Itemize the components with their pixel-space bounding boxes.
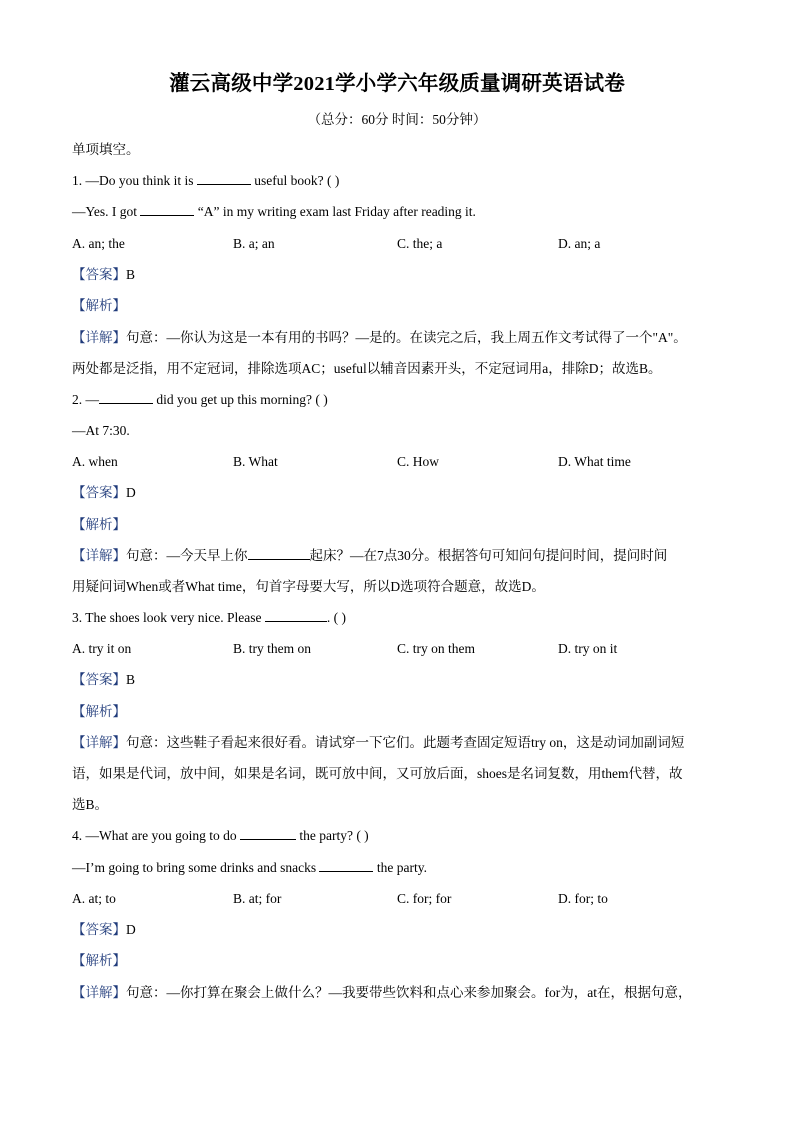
- question-4-line-1: 4. —What are you going to do the party? ( ): [72, 828, 369, 843]
- question-3-option-a: A. try it on: [72, 641, 132, 656]
- question-3-detail-line-3: 选B。: [72, 797, 109, 812]
- question-1-analysis-label: 【解析】: [72, 298, 126, 313]
- answer-blank: [140, 203, 194, 216]
- question-2-detail-line-2: 用疑问词When或者What time，句首字母要大写，所以D选项符合题意，故选D。: [72, 579, 545, 594]
- question-1-option-a: A. an; the: [72, 236, 125, 251]
- page-title: 灌云高级中学2021学小学六年级质量调研英语试卷: [169, 73, 625, 95]
- question-4-analysis-label: 【解析】: [72, 953, 126, 968]
- question-1-option-b: B. a; an: [233, 236, 275, 251]
- question-2-option-c: C. How: [397, 454, 440, 469]
- question-2-analysis-label: 【解析】: [72, 517, 126, 532]
- question-1-detail-line-1: 【详解】句意：—你认为这是一本有用的书吗？—是的。在读完之后，我上周五作文考试得了一个"A"。: [72, 330, 687, 345]
- question-1-option-c: C. the; a: [397, 236, 443, 251]
- answer-blank: [240, 827, 296, 840]
- question-3-option-d: D. try on it: [558, 641, 618, 656]
- question-3-detail-line-2: 语，如果是代词，放中间，如果是名词，既可放中间，又可放后面，shoes是名词复数，用them代替，故: [72, 766, 683, 781]
- answer-blank: [99, 391, 153, 404]
- question-2-option-b: B. What: [233, 454, 278, 469]
- question-4-option-c: C. for; for: [397, 891, 452, 906]
- question-1-line-2: —Yes. I got “A” in my writing exam last Friday after reading it.: [72, 204, 476, 219]
- question-3-line-1: 3. The shoes look very nice. Please . ( ): [72, 610, 346, 625]
- question-4-option-d: D. for; to: [558, 891, 608, 906]
- question-3-option-b: B. try them on: [233, 641, 311, 656]
- question-3-option-c: C. try on them: [397, 641, 475, 656]
- question-4-detail-line-1: 【详解】句意：—你打算在聚会上做什么？—我要带些饮料和点心来参加聚会。for为，at在，根据句意，: [72, 985, 692, 1000]
- question-1-answer: 【答案】B: [72, 267, 136, 282]
- question-1-detail-line-2: 两处都是泛指，用不定冠词，排除选项AC；useful以辅音因素开头，不定冠词用a，排除D；故选B。: [72, 361, 662, 376]
- question-4-option-b: B. at; for: [233, 891, 282, 906]
- question-2-answer: 【答案】D: [72, 485, 136, 500]
- question-3-analysis-label: 【解析】: [72, 704, 126, 719]
- question-1-option-d: D. an; a: [558, 236, 601, 251]
- question-3-answer: 【答案】B: [72, 672, 136, 687]
- answer-blank: [197, 172, 251, 185]
- question-4-answer: 【答案】D: [72, 922, 136, 937]
- question-1-line-1: 1. —Do you think it is useful book? ( ): [72, 173, 340, 188]
- question-2-detail-line-1: 【详解】句意：—今天早上你 起床？—在7点30分。根据答句可知问句提问时间，提问时间: [72, 548, 668, 563]
- question-2-option-d: D. What time: [558, 454, 631, 469]
- question-2-line-1: 2. — did you get up this morning? ( ): [72, 392, 328, 407]
- question-2-option-a: A. when: [72, 454, 118, 469]
- question-2-line-2: —At 7:30.: [72, 423, 130, 438]
- question-4-option-a: A. at; to: [72, 891, 116, 906]
- section-heading: 单项填空。: [72, 142, 140, 157]
- question-3-detail-line-1: 【详解】句意：这些鞋子看起来很好看。请试穿一下它们。此题考查固定短语try on，这是动词加副词短: [72, 735, 685, 750]
- page-subtitle: （总分：60分 时间：50分钟）: [307, 112, 487, 127]
- answer-blank: [248, 547, 310, 560]
- answer-blank: [319, 859, 373, 872]
- answer-blank: [265, 609, 327, 622]
- question-4-line-2: —I’m going to bring some drinks and snacks the party.: [72, 860, 427, 875]
